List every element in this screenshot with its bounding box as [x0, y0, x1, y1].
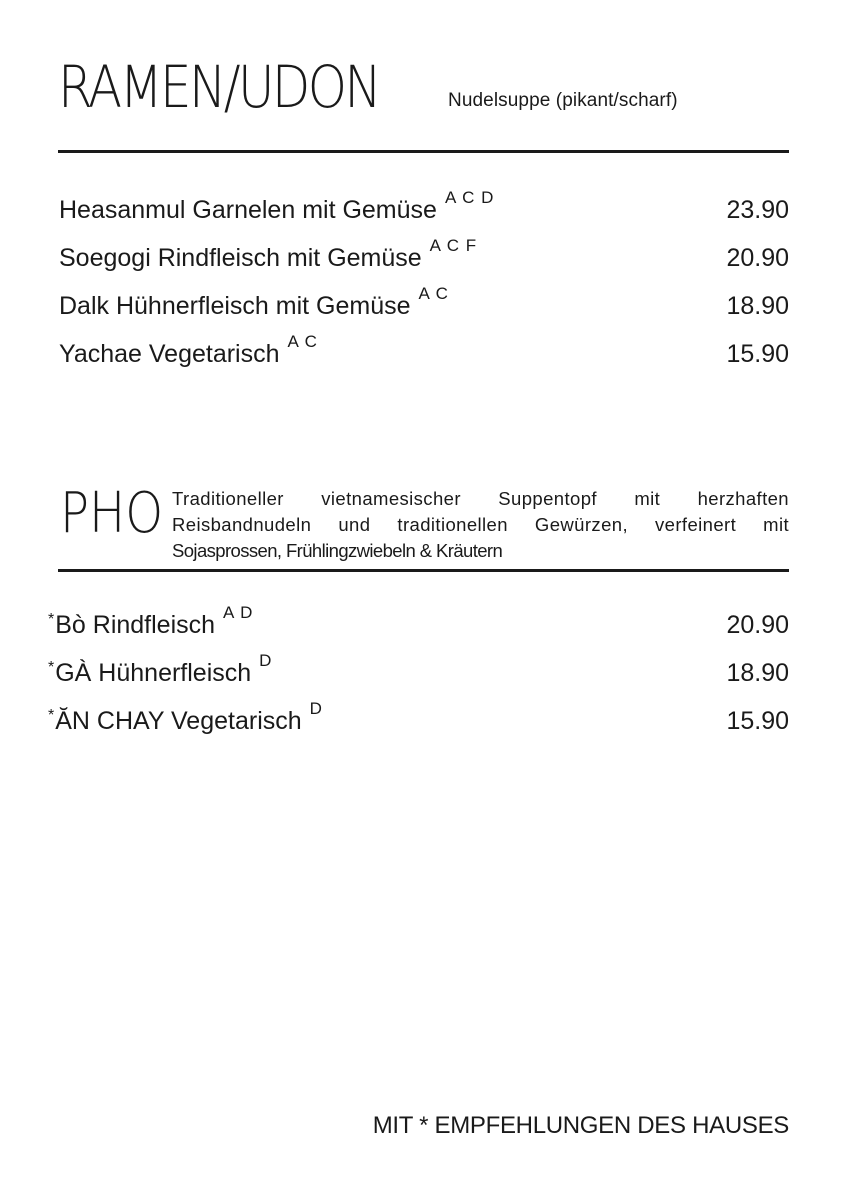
pho-section-header: [58, 481, 789, 566]
allergen-codes: A C: [418, 284, 449, 303]
menu-item: [58, 234, 789, 282]
ramen-menu-list: [58, 186, 789, 378]
dish-price: 15.90: [726, 340, 789, 368]
dish-price: 18.90: [726, 292, 789, 320]
house-recommendation-note: MIT * EMPFEHLUNGEN DES HAUSES: [372, 1112, 789, 1139]
allergen-codes: A C F: [429, 236, 478, 255]
dish-price: 18.90: [726, 659, 789, 687]
allergen-codes: D: [259, 651, 273, 670]
pho-description-line: Reisbandnudeln und traditionellen Gewürzen, verfeinert mit: [172, 514, 789, 535]
dish-price: 23.90: [726, 196, 789, 224]
menu-item: [58, 186, 789, 234]
recommend-star: *: [48, 707, 55, 724]
pho-description: [172, 486, 789, 564]
menu-item: [48, 697, 789, 745]
menu-item: [48, 649, 789, 697]
dish-price: 15.90: [726, 707, 789, 735]
menu-item: [58, 330, 789, 378]
dish-name: Bò Rindfleisch: [55, 611, 216, 639]
pho-title: PHO: [60, 481, 164, 546]
dish-name: Dalk Hühnerfleisch mit Gemüse: [59, 292, 411, 320]
pho-menu-list: [48, 601, 789, 745]
recommend-star: *: [48, 611, 55, 628]
ramen-divider: [58, 150, 789, 153]
menu-item: [48, 601, 789, 649]
dish-name: GÀ Hühnerfleisch: [55, 659, 252, 687]
allergen-codes: D: [309, 699, 323, 718]
dish-price: 20.90: [726, 244, 789, 272]
dish-name: ĂN CHAY Vegetarisch: [55, 707, 302, 735]
dish-name: Heasanmul Garnelen mit Gemüse: [59, 196, 437, 224]
allergen-codes: A C D: [444, 188, 495, 207]
recommend-star: *: [48, 659, 55, 676]
ramen-section-header: [58, 52, 789, 122]
dish-name: Soegogi Rindfleisch mit Gemüse: [59, 244, 422, 272]
allergen-codes: A C: [287, 332, 318, 351]
dish-name: Yachae Vegetarisch: [59, 340, 280, 368]
pho-description-line: Sojasprossen, Frühlingzwiebeln & Kräutern: [172, 540, 503, 561]
pho-divider: [58, 569, 789, 572]
menu-item: [58, 282, 789, 330]
ramen-title: RAMEN/UDON: [58, 53, 380, 121]
allergen-codes: A D: [223, 603, 254, 622]
dish-price: 20.90: [726, 611, 789, 639]
pho-description-line: Traditioneller vietnamesischer Suppentopf mit herzhaften: [172, 488, 789, 509]
ramen-subtitle: Nudelsuppe (pikant/scharf): [448, 90, 678, 111]
